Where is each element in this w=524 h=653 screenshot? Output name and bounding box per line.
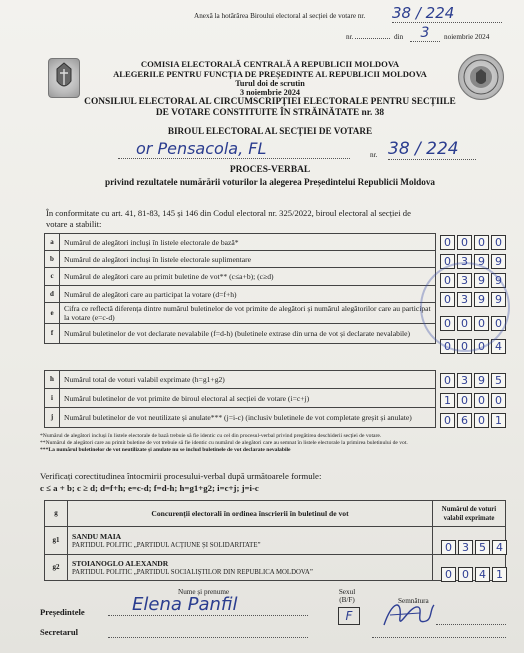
commission-title: COMISIA ELECTORALĂ CENTRALĂ A REPUBLICII MOLDOVA bbox=[140, 59, 400, 69]
digit: 0 bbox=[441, 540, 456, 555]
digit: 9 bbox=[474, 373, 489, 388]
digit: 1 bbox=[492, 567, 507, 582]
digit: 5 bbox=[475, 540, 490, 555]
digit: 9 bbox=[474, 292, 489, 307]
digit: 0 bbox=[491, 316, 506, 331]
row-text: Numărul buletinelor de vot neutilizate și anulate*** (j=i-c) (inclusiv buletinele de vot completate greșit și anulate) bbox=[60, 408, 436, 428]
row-code: e bbox=[45, 303, 60, 324]
digit: 0 bbox=[440, 316, 455, 331]
note-3: ***La numărul buletinelor de vot neutilizate și anulate nu se includ buletinele de vot declarate nevalabile bbox=[40, 447, 291, 453]
bureau-nr-label: nr. bbox=[370, 151, 378, 159]
president-signature-icon bbox=[380, 595, 436, 635]
secretary-name-line bbox=[108, 637, 308, 638]
pv-title: PROCES-VERBAL bbox=[229, 165, 311, 175]
row-code: f bbox=[45, 324, 60, 344]
digits-g2 bbox=[441, 567, 507, 582]
digit: 0 bbox=[457, 339, 472, 354]
row-text: Cifra ce reflectă diferența dintre numărul buletinelor de vot primite de alegători și numărul alegătorilor care au participat la votare (e=c-d) bbox=[60, 303, 436, 324]
annex-line: Anexă la hotărârea Biroului electoral al secției de votare nr. bbox=[194, 12, 366, 20]
candidate-cell bbox=[68, 555, 433, 581]
row-code: a bbox=[45, 234, 60, 251]
row-text: Numărul de alegători care au participat la votare (d=f+h) bbox=[60, 286, 436, 303]
digit: 6 bbox=[457, 413, 472, 428]
nr-blank bbox=[355, 38, 390, 39]
digits-i bbox=[440, 393, 506, 408]
row-code: i bbox=[45, 389, 60, 408]
digit: 0 bbox=[441, 567, 456, 582]
annex-number: 38 / 224 bbox=[392, 4, 502, 23]
official-stamp-icon bbox=[420, 262, 510, 352]
col-votes-header: Numărul de voturi valabil exprimate bbox=[433, 501, 506, 527]
digits-g1 bbox=[441, 540, 507, 555]
digit: 0 bbox=[474, 393, 489, 408]
digit: 0 bbox=[440, 292, 455, 307]
note-1: *Numărul de alegători incluși în listele electorale de bază trebuie să fie identic cu cel din procesul-verbal privind pregătirea deschiderii secției de votare. bbox=[40, 433, 382, 439]
secretary-sign-line bbox=[372, 637, 506, 638]
row-text: Numărul de alegători incluși în listele electorale de bază* bbox=[60, 234, 436, 251]
digit: 3 bbox=[457, 273, 472, 288]
candidate-code: g2 bbox=[45, 555, 68, 581]
cec-seal-icon bbox=[458, 54, 504, 100]
council-line-1: CONSILIUL ELECTORAL AL CIRCUMSCRIPȚIEI ELECTORALE PENTRU SECȚIILE bbox=[84, 97, 456, 107]
candidates-table bbox=[44, 500, 506, 581]
row-text: Numărul total de voturi valabil exprimate (h=g1+g2) bbox=[60, 371, 436, 389]
digit: 9 bbox=[474, 273, 489, 288]
row-text: Numărul buletinelor de vot primite de biroul electoral al secției de votare (i=c+j) bbox=[60, 389, 436, 408]
col-candidates-header: Concurenții electorali în ordinea înscrierii în buletinul de vot bbox=[68, 501, 433, 527]
digit: 0 bbox=[474, 413, 489, 428]
digit: 0 bbox=[440, 373, 455, 388]
row-code: h bbox=[45, 371, 60, 389]
din-month-year: noiembrie 2024 bbox=[444, 33, 490, 41]
col-g-header: g bbox=[45, 501, 68, 527]
digit: 9 bbox=[491, 292, 506, 307]
bureau-number: 38 / 224 bbox=[388, 139, 476, 160]
digit: 0 bbox=[458, 567, 473, 582]
row-text: Numărul de alegători incluși în listele electorale suplimentare bbox=[60, 251, 436, 268]
digit: 0 bbox=[474, 316, 489, 331]
candidate-name: SANDU MAIA bbox=[72, 531, 122, 541]
sign-line bbox=[436, 624, 506, 625]
pv-subtitle: privind rezultatele numărării voturilor la alegerea Președintelui Republicii Moldova bbox=[104, 177, 436, 187]
election-title: ALEGERILE PENTRU FUNCȚIA DE PREȘEDINTE AL REPUBLICII MOLDOVA bbox=[113, 69, 427, 79]
president-name: Elena Panfil bbox=[108, 594, 308, 616]
formulas: c ≤ a + b; c ≥ d; d=f+h; e=c-d; f=d-h; h=g1+g2; i=c+j; j=i-c bbox=[40, 483, 259, 493]
candidate-cell bbox=[68, 527, 433, 555]
row-code: d bbox=[45, 286, 60, 303]
din-label: din bbox=[394, 33, 404, 41]
digit: 0 bbox=[457, 393, 472, 408]
digit: 0 bbox=[440, 339, 455, 354]
president-label: Președintele bbox=[40, 607, 85, 617]
candidate-code: g1 bbox=[45, 527, 68, 555]
digit: 0 bbox=[491, 235, 506, 250]
name-label: Nume și prenume bbox=[178, 588, 230, 596]
candidate-party: PARTIDUL POLITIC „PARTIDUL ACȚIUNE ȘI SOLIDARITATE” bbox=[72, 541, 261, 549]
sign-label: Semnătura bbox=[398, 597, 429, 605]
secretary-label: Secretarul bbox=[40, 627, 79, 637]
president-sex: F bbox=[338, 607, 360, 625]
digit: 0 bbox=[457, 316, 472, 331]
digit: 3 bbox=[457, 373, 472, 388]
results-table-mid bbox=[44, 370, 436, 428]
digit: 0 bbox=[440, 235, 455, 250]
verify-line: Verificați corectitudinea întocmirii procesului-verbal după următoarele formule: bbox=[40, 471, 322, 481]
row-code: b bbox=[45, 251, 60, 268]
digit: 0 bbox=[491, 393, 506, 408]
digit: 4 bbox=[491, 339, 506, 354]
digit: 3 bbox=[457, 254, 472, 269]
row-text: Numărul de alegători care au primit buletine de vot** (c≤a+b); (c≥d) bbox=[60, 268, 436, 286]
digit: 1 bbox=[440, 393, 455, 408]
digit: 1 bbox=[491, 413, 506, 428]
intro-line-2: votare a stabilit: bbox=[46, 219, 102, 229]
results-table-top bbox=[44, 233, 436, 344]
candidate-name: STOIANOGLO ALEXANDR bbox=[72, 558, 169, 568]
digit: 0 bbox=[440, 413, 455, 428]
digit: 0 bbox=[440, 273, 455, 288]
row-text: Numărul buletinelor de vot declarate nevalabile (f=d-h) (buletinele extrase din urna de vot și declarate nevalabile) bbox=[60, 324, 436, 344]
round-label: Turul doi de scrutin bbox=[235, 79, 305, 88]
digit: 0 bbox=[440, 254, 455, 269]
nr-label: nr. bbox=[346, 33, 354, 41]
digit: 5 bbox=[491, 373, 506, 388]
notes bbox=[40, 433, 510, 454]
sex-label: Sexul (B/F) bbox=[338, 588, 356, 604]
din-day: 3 bbox=[410, 25, 440, 42]
digit: 9 bbox=[491, 273, 506, 288]
digit: 3 bbox=[457, 292, 472, 307]
candidate-party: PARTIDUL POLITIC „PARTIDUL SOCIALIȘTILOR DIN REPUBLICA MOLDOVA” bbox=[72, 568, 313, 576]
row-code: j bbox=[45, 408, 60, 428]
digit: 9 bbox=[474, 254, 489, 269]
moldova-coat-of-arms-icon bbox=[48, 58, 80, 98]
digit: 0 bbox=[474, 339, 489, 354]
note-2: **Numărul de alegători care au primit buletine de vot trebuie să fie identic cu numărul de alegători care au semnat în listele electorale la primirea buletinului de vot. bbox=[40, 440, 408, 446]
digits-j bbox=[440, 413, 506, 428]
bureau-location: or Pensacola, FL bbox=[118, 139, 350, 159]
intro-line-1: În conformitate cu art. 41, 81-83, 145 și 146 din Codul electoral nr. 325/2022, biroul electoral al secției de bbox=[46, 208, 411, 218]
digit: 3 bbox=[458, 540, 473, 555]
digits-a bbox=[440, 235, 506, 250]
digit: 4 bbox=[475, 567, 490, 582]
digits-h bbox=[440, 373, 506, 388]
row-code: c bbox=[45, 268, 60, 286]
digit: 0 bbox=[457, 235, 472, 250]
digit: 9 bbox=[491, 254, 506, 269]
digit: 0 bbox=[474, 235, 489, 250]
election-date: 3 noiembrie 2024 bbox=[239, 88, 301, 97]
council-line-2: DE VOTARE CONSTITUITE ÎN STRĂINĂTATE nr. 38 bbox=[155, 108, 385, 118]
digit: 4 bbox=[492, 540, 507, 555]
bureau-title: BIROUL ELECTORAL AL SECȚIEI DE VOTARE bbox=[167, 126, 373, 136]
